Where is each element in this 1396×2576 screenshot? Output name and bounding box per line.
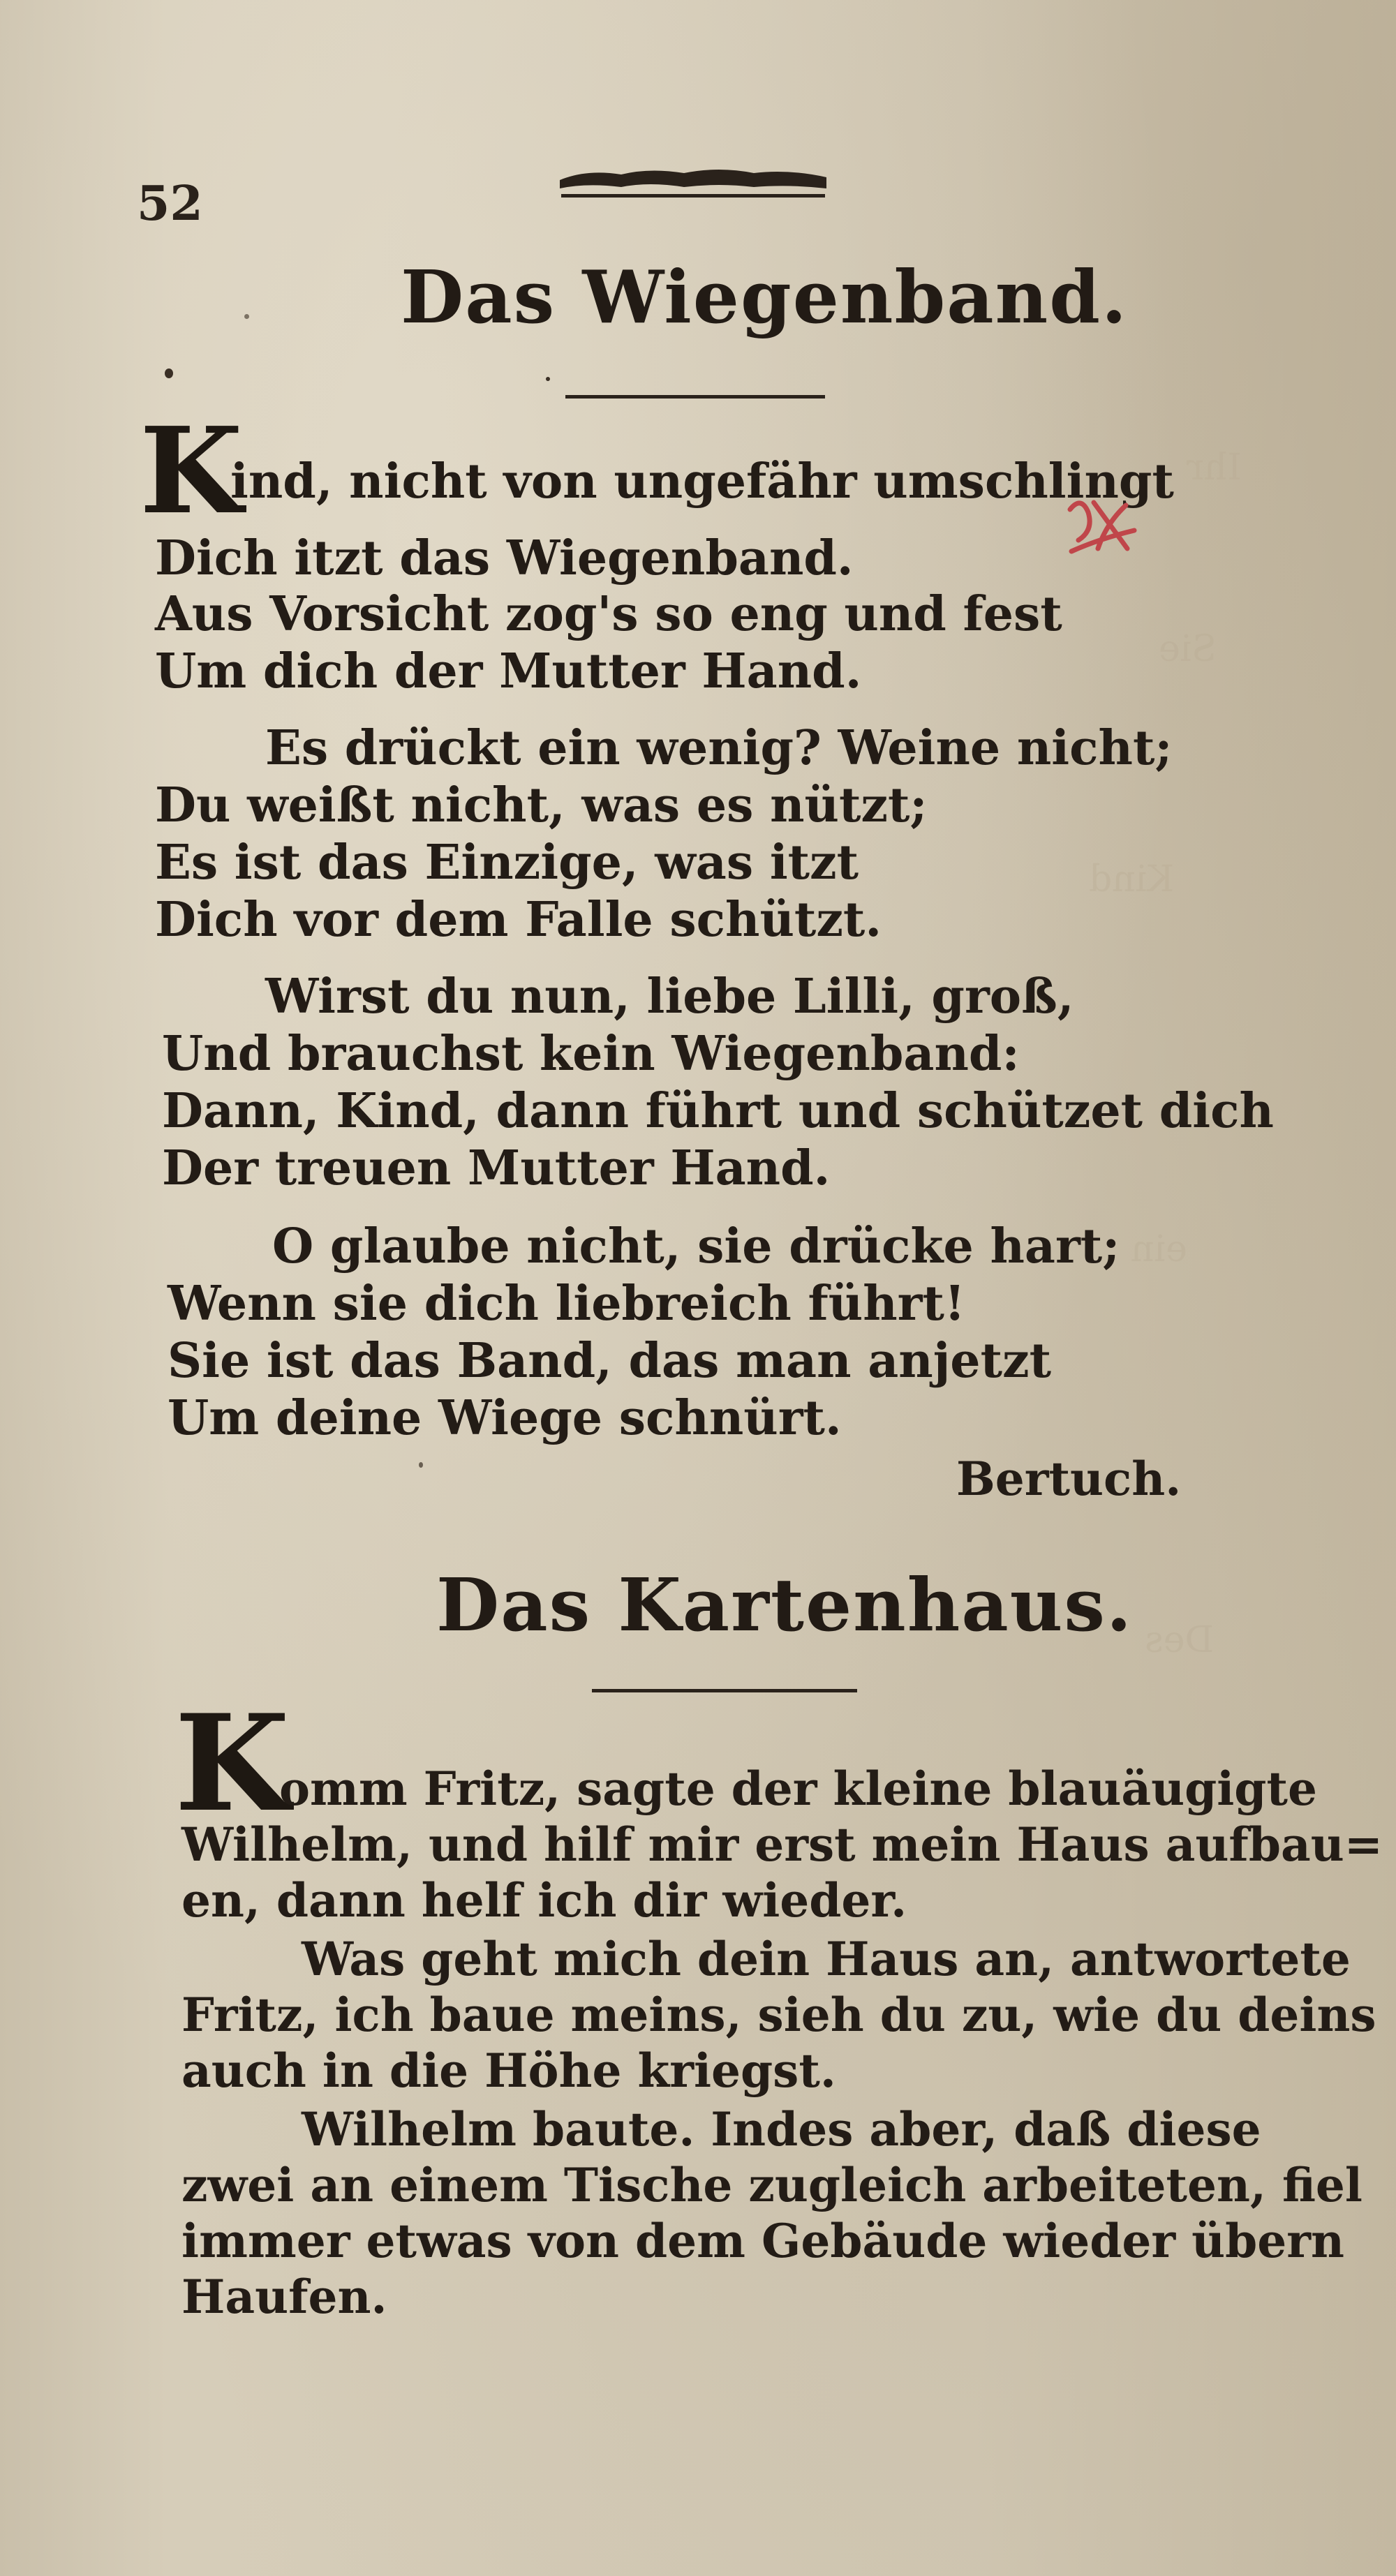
verse-line: Dich vor dem Falle schützt. — [155, 892, 882, 948]
verse-line: Und brauchst kein Wiegenband: — [162, 1026, 1020, 1082]
verse-line: Wenn sie dich liebreich führt! — [168, 1276, 965, 1332]
ink-speck — [546, 377, 550, 381]
prose-line: Wilhelm, und hilf mir erst mein Haus aufbau= — [181, 1817, 1383, 1872]
verse-line: Du weißt nicht, was es nützt; — [155, 777, 928, 833]
prose-line: Fritz, ich baue meins, sieh du zu, wie du deins — [181, 1988, 1376, 2042]
ink-speck — [244, 314, 249, 319]
verse-line: Der treuen Mutter Hand. — [162, 1140, 831, 1196]
verse-line: Um dich der Mutter Hand. — [155, 643, 862, 699]
prose-line: omm Fritz, sagte der kleine blauäugigte — [279, 1762, 1317, 1816]
prose-line: Haufen. — [181, 2270, 387, 2324]
verse-line: ind, nicht von ungefähr umschlingt — [230, 454, 1174, 509]
title-divider — [565, 395, 825, 399]
show-through-text: Des — [1145, 1619, 1215, 1661]
poem-title: Das Wiegenband. — [401, 254, 1129, 340]
ornament-rule-icon — [558, 165, 828, 202]
verse-line: Dich itzt das Wiegenband. — [155, 530, 854, 586]
verse-line: Um deine Wiege schnürt. — [168, 1390, 842, 1446]
prose-line: zwei an einem Tische zugleich arbeiteten, fiel — [181, 2158, 1362, 2212]
verse-line: Es ist das Einzige, was itzt — [155, 835, 859, 891]
verse-line: Aus Vorsicht zog's so eng und fest — [155, 586, 1062, 642]
story-title: Das Kartenhaus. — [436, 1562, 1134, 1648]
prose-line: auch in die Höhe kriegst. — [181, 2043, 836, 2098]
verse-line: Dann, Kind, dann führt und schützet dich — [162, 1083, 1274, 1139]
show-through-text: Kind — [1089, 858, 1175, 900]
prose-line: Was geht mich dein Haus an, antwortete — [302, 1932, 1351, 1986]
ink-speck — [165, 368, 173, 378]
verse-line: Wirst du nun, liebe Lilli, groß, — [265, 969, 1074, 1025]
show-through-text: Sie — [1159, 628, 1217, 670]
verse-line: Es drückt ein wenig? Weine nicht; — [265, 720, 1173, 776]
prose-line: immer etwas von dem Gebäude wieder übern — [181, 2214, 1344, 2268]
red-pencil-mark-icon — [1057, 482, 1148, 565]
page-number: 52 — [137, 176, 203, 232]
show-through-text: Ihr — [1187, 447, 1242, 489]
story-drop-cap: K — [174, 1685, 290, 1841]
poem-author: Bertuch. — [956, 1452, 1182, 1506]
show-through-text: ein — [1131, 1228, 1187, 1270]
verse-line: O glaube nicht, sie drücke hart; — [272, 1219, 1120, 1274]
ink-speck — [419, 1462, 423, 1468]
title-divider — [592, 1689, 857, 1692]
verse-line: Sie ist das Band, das man anjetzt — [168, 1333, 1052, 1389]
prose-line: en, dann helf ich dir wieder. — [181, 1873, 907, 1928]
poem-drop-cap: K — [140, 401, 243, 541]
prose-line: Wilhelm baute. Indes aber, daß diese — [302, 2102, 1261, 2157]
